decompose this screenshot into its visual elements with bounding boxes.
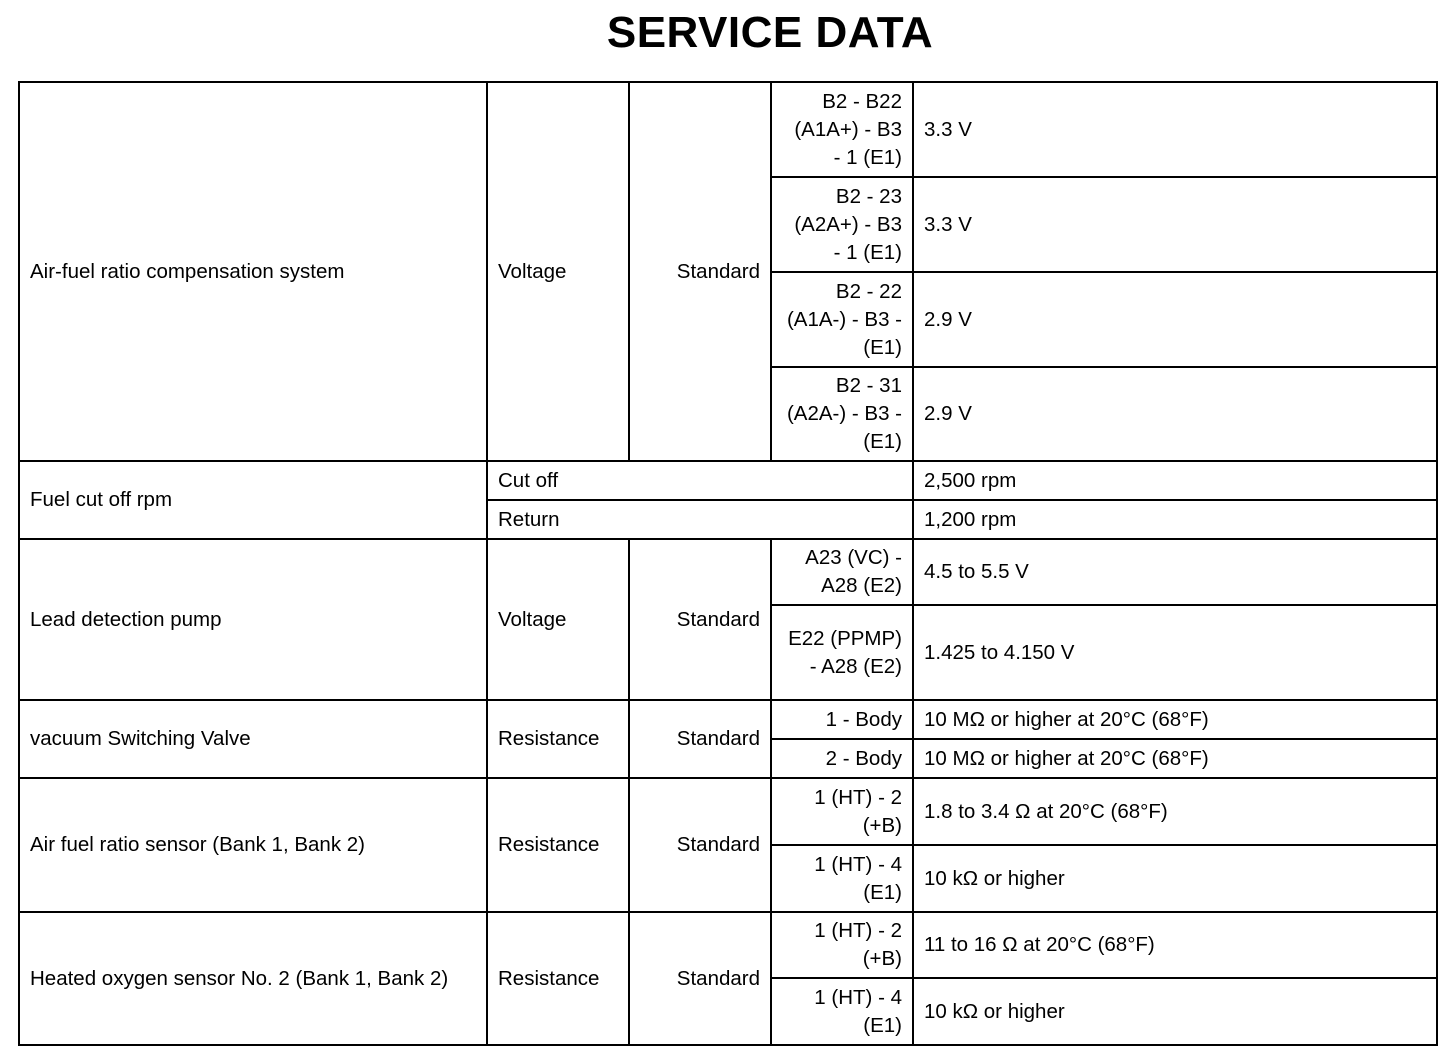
spec-value: 2,500 rpm [913, 461, 1437, 500]
item-name: Fuel cut off rpm [19, 461, 487, 539]
terminal: B2 - 22 (A1A-) - B3 - (E1) [771, 272, 913, 367]
spec-value: 4.5 to 5.5 V [913, 539, 1437, 605]
condition: Standard [629, 778, 771, 912]
terminal: E22 (PPMP) - A28 (E2) [771, 605, 913, 700]
terminal: 1 (HT) - 2 (+B) [771, 912, 913, 978]
terminal: A23 (VC) - A28 (E2) [771, 539, 913, 605]
condition: Standard [629, 539, 771, 700]
table-row [19, 461, 1437, 500]
terminal: 1 (HT) - 4 (E1) [771, 978, 913, 1045]
item-name: Lead detection pump [19, 539, 487, 700]
spec-value: 3.3 V [913, 177, 1437, 272]
spec-value: 3.3 V [913, 82, 1437, 177]
item-name: Air-fuel ratio compensation system [19, 82, 487, 461]
condition: Standard [629, 82, 771, 461]
spec-value: 11 to 16 Ω at 20°C (68°F) [913, 912, 1437, 978]
table-row [19, 539, 1437, 605]
table-row [19, 912, 1437, 978]
sub-condition: Return [487, 500, 913, 539]
measurement-type: Voltage [487, 82, 629, 461]
terminal: B2 - 31 (A2A-) - B3 - (E1) [771, 367, 913, 461]
spec-value: 10 MΩ or higher at 20°C (68°F) [913, 700, 1437, 739]
item-name: Heated oxygen sensor No. 2 (Bank 1, Bank 2) [19, 912, 487, 1045]
measurement-type: Resistance [487, 778, 629, 912]
terminal: 1 - Body [771, 700, 913, 739]
table-row [19, 778, 1437, 845]
service-data-table [18, 81, 1438, 1046]
condition: Standard [629, 912, 771, 1045]
page-title: SERVICE DATA [606, 8, 934, 57]
terminal: 1 (HT) - 4 (E1) [771, 845, 913, 912]
measurement-type: Resistance [487, 912, 629, 1045]
spec-value: 1,200 rpm [913, 500, 1437, 539]
spec-value: 2.9 V [913, 367, 1437, 461]
item-name: Air fuel ratio sensor (Bank 1, Bank 2) [19, 778, 487, 912]
spec-value: 10 kΩ or higher [913, 978, 1437, 1045]
table-row [19, 700, 1437, 739]
spec-value: 2.9 V [913, 272, 1437, 367]
item-name: vacuum Switching Valve [19, 700, 487, 778]
table-row [19, 82, 1437, 177]
terminal: 2 - Body [771, 739, 913, 778]
condition: Standard [629, 700, 771, 778]
measurement-type: Resistance [487, 700, 629, 778]
measurement-type: Voltage [487, 539, 629, 700]
terminal: 1 (HT) - 2 (+B) [771, 778, 913, 845]
sub-condition: Cut off [487, 461, 913, 500]
spec-value: 10 kΩ or higher [913, 845, 1437, 912]
spec-value: 1.8 to 3.4 Ω at 20°C (68°F) [913, 778, 1437, 845]
spec-value: 10 MΩ or higher at 20°C (68°F) [913, 739, 1437, 778]
spec-value: 1.425 to 4.150 V [913, 605, 1437, 700]
terminal: B2 - B22 (A1A+) - B3 - 1 (E1) [771, 82, 913, 177]
terminal: B2 - 23 (A2A+) - B3 - 1 (E1) [771, 177, 913, 272]
